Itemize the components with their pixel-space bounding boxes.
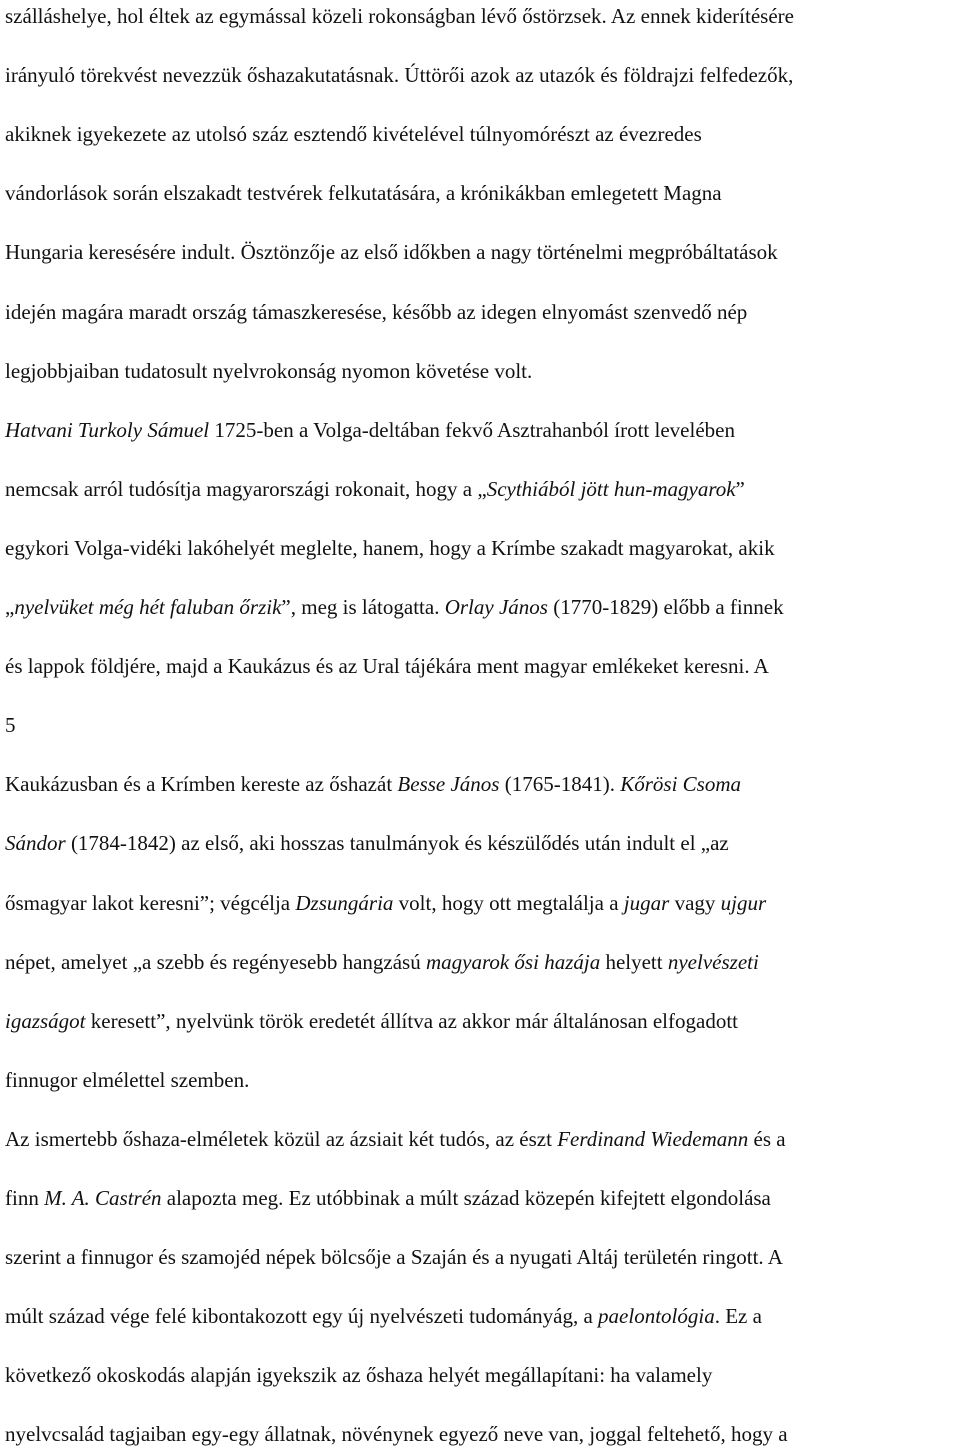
italic-text-segment: Kőrösi Csoma <box>620 772 741 797</box>
italic-text-segment: jugar <box>623 890 670 915</box>
italic-text-segment: M. A. Castrén <box>44 1186 162 1210</box>
text-line <box>5 889 766 917</box>
text-line <box>5 652 769 680</box>
text-segment: ”, meg is látogatta. <box>281 595 445 619</box>
text-segment: finn <box>5 1186 45 1210</box>
text-line <box>5 2 794 30</box>
text-segment: nemcsak arról tudósítja magyarországi rokonait, hogy a „ <box>5 476 487 501</box>
text-line <box>5 593 784 621</box>
text-segment: múlt század vége felé kibontakozott egy új nyelvészeti tudományág, a <box>5 1304 599 1329</box>
italic-text-segment: nyelvészeti <box>667 949 759 974</box>
text-segment: akiknek igyekezete az utolsó száz esztendő kivételével túlnyomórészt az évezredes <box>5 122 702 147</box>
text-segment: vagy <box>669 890 721 915</box>
text-segment: ősmagyar lakot keresni”; végcélja <box>5 890 296 915</box>
text-segment: (1765-1841). <box>499 772 621 797</box>
text-segment: szerint a finnugor és szamojéd népek bölcsője a Szaján és a nyugati Altáj területén ringott. A <box>5 1245 783 1270</box>
italic-text-segment: magyarok ősi hazája <box>425 949 601 974</box>
text-segment: Az ismertebb őshaza-elméletek közül az ázsiait két tudós, az észt <box>5 1126 558 1151</box>
text-segment: helyett <box>600 949 668 974</box>
italic-text-segment: Scythiából jött hun-magyarok <box>486 476 736 501</box>
italic-text-segment: nyelvüket még hét faluban őrzik <box>14 595 282 619</box>
text-line <box>5 1243 783 1271</box>
text-line <box>5 829 729 857</box>
text-line <box>5 948 759 976</box>
italic-text-segment: ujgur <box>720 890 767 915</box>
text-line <box>5 61 793 89</box>
text-line <box>5 1066 249 1094</box>
italic-text-segment: paelontológia <box>598 1304 715 1329</box>
text-segment: vándorlások során elszakadt testvérek felkutatására, a krónikákban emlegetett Magna <box>5 181 722 206</box>
text-segment: keresett”, nyelvünk török eredetét állítva az akkor már általánosan elfogadott <box>85 1008 738 1033</box>
text-line <box>5 120 702 148</box>
italic-text-segment: igazságot <box>5 1008 86 1033</box>
text-segment: egykori Volga-vidéki lakóhelyét meglelte, hanem, hogy a Krímbe szakadt magyarokat, akik <box>5 535 775 560</box>
text-segment: szálláshelye, hol éltek az egymással közeli rokonságban lévő őstörzsek. Az ennek kiderítésére <box>5 4 794 28</box>
text-segment: 5 <box>5 713 16 738</box>
text-line <box>5 711 16 739</box>
italic-text-segment: Dzsungária <box>295 890 394 915</box>
text-segment: népet, amelyet „a szebb és regényesebb hangzású <box>5 949 426 974</box>
text-segment: Kaukázusban és a Krímben kereste az őshazát <box>5 772 398 797</box>
text-segment: alapozta meg. Ez utóbbinak a múlt század közepén kifejtett elgondolása <box>161 1186 771 1210</box>
text-segment: (1784-1842) az első, aki hosszas tanulmányok és készülődés után indult el „az <box>65 831 729 856</box>
text-line <box>5 1184 771 1212</box>
text-line <box>5 298 747 326</box>
text-segment: . Ez a <box>714 1304 762 1329</box>
text-segment: finnugor elmélettel szemben. <box>5 1067 250 1092</box>
text-segment: irányuló törekvést nevezzük őshazakutatásnak. Úttörői azok az utazók és földrajzi felfedezők, <box>5 63 794 88</box>
text-segment: volt, hogy ott megtalálja a <box>393 890 624 915</box>
text-line <box>5 1125 786 1153</box>
text-segment: ” <box>735 476 745 501</box>
text-segment: Hungaria keresésére indult. Ösztönzője az első időkben a nagy történelmi megpróbáltatások <box>5 240 778 265</box>
text-line <box>5 1302 762 1330</box>
text-segment: és a <box>748 1126 786 1151</box>
italic-text-segment: Sándor <box>5 831 66 856</box>
text-segment: nyelvcsalád tagjaiban egy-egy állatnak, növénynek egyező neve van, joggal feltehető, hogy a <box>5 1422 788 1447</box>
text-line <box>5 475 745 503</box>
text-segment: és lappok földjére, majd a Kaukázus és az Ural tájékára ment magyar emlékeket keresni. A <box>5 654 769 679</box>
italic-text-segment: Orlay János <box>444 595 548 619</box>
text-segment: „ <box>5 595 15 619</box>
text-segment: következő okoskodás alapján igyekszik az őshaza helyét megállapítani: ha valamely <box>5 1363 713 1388</box>
text-line <box>5 179 722 207</box>
text-line <box>5 770 741 798</box>
text-line <box>5 1420 788 1448</box>
text-line <box>5 238 778 266</box>
italic-text-segment: Ferdinand Wiedemann <box>557 1126 749 1151</box>
text-line <box>5 357 532 385</box>
text-line <box>5 416 735 444</box>
text-line <box>5 1007 738 1035</box>
text-line <box>5 534 775 562</box>
text-segment: (1770-1829) előbb a finnek <box>547 595 784 619</box>
italic-text-segment: Besse János <box>397 772 500 797</box>
text-segment: idején magára maradt ország támaszkeresése, később az idegen elnyomást szenvedő nép <box>5 299 748 324</box>
text-segment: legjobbjaiban tudatosult nyelvrokonság nyomon követése volt. <box>5 358 533 383</box>
text-segment: 1725-ben a Volga-deltában fekvő Asztrahanból írott levelében <box>209 417 735 442</box>
italic-text-segment: Hatvani Turkoly Sámuel <box>5 417 210 442</box>
text-line <box>5 1361 712 1389</box>
